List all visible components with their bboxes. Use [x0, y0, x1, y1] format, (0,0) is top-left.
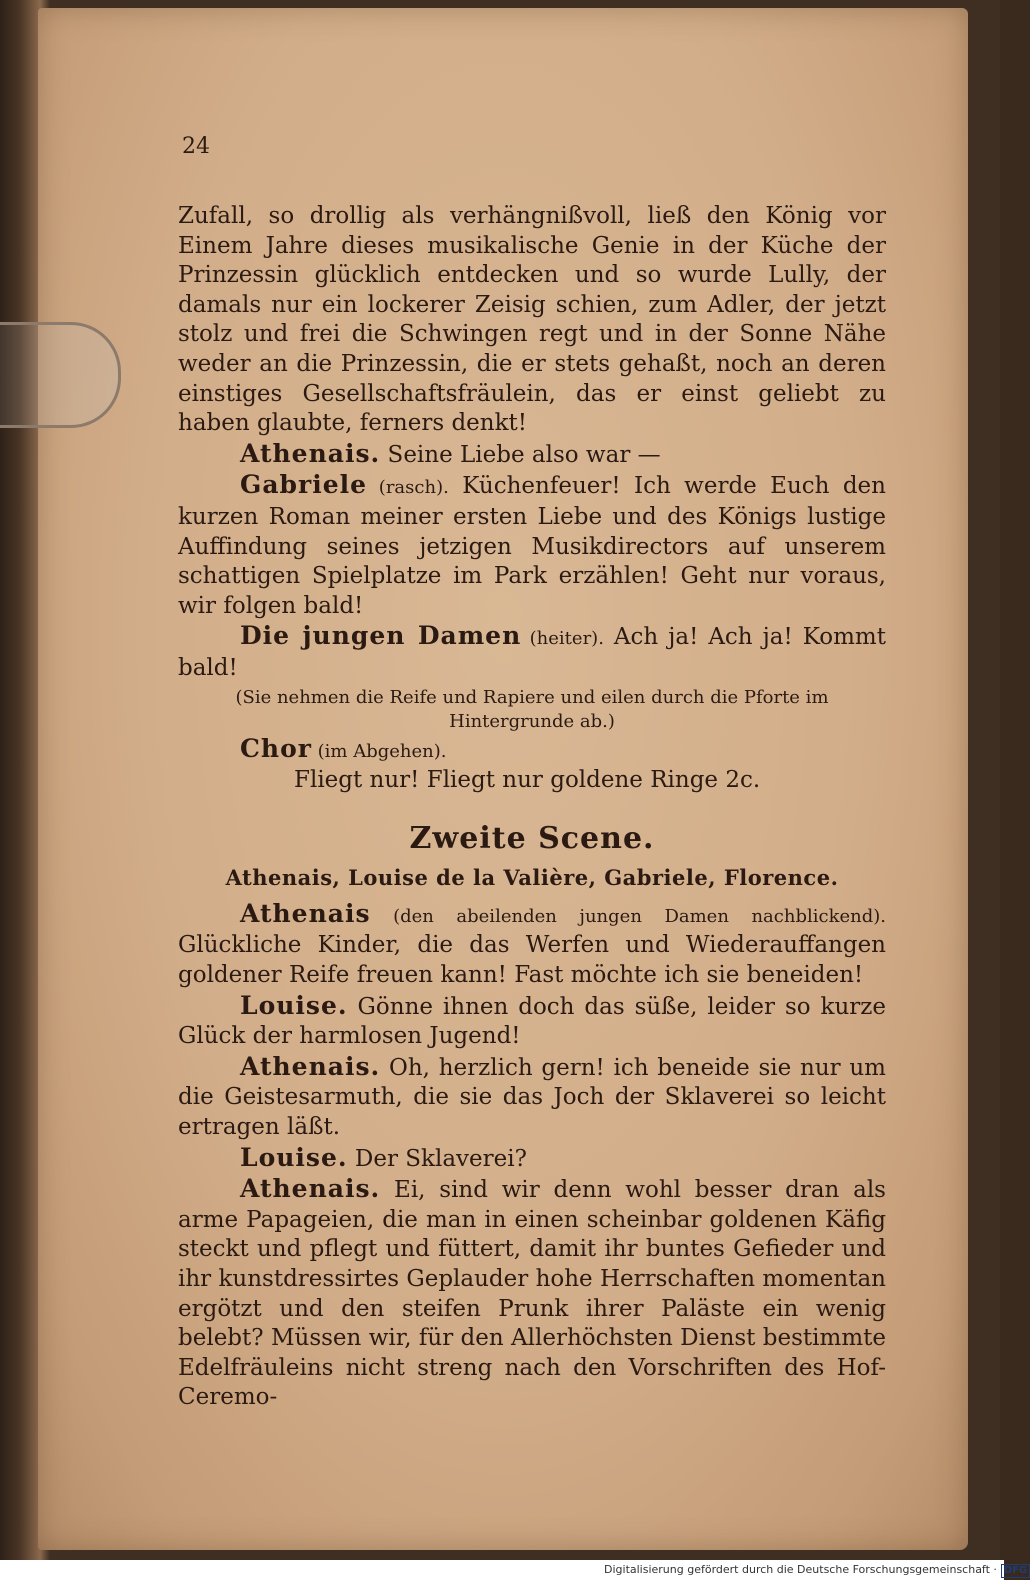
speaker-name: Chor	[240, 733, 312, 763]
scene-cast: Athenais, Louise de la Valière, Gabriele, Florence.	[225, 865, 839, 891]
speech-text: Der Sklaverei?	[347, 1145, 527, 1172]
stage-direction: (rasch).	[367, 477, 449, 499]
speaker-name: Athenais.	[240, 438, 381, 468]
page-text	[178, 202, 886, 1413]
stage-direction: (im Abgehen).	[311, 740, 447, 762]
scene-paragraph-4	[178, 1143, 886, 1175]
speech-text: Küchenfeuer! Ich werde Euch den kurzen Roman meiner ersten Liebe und des Königs lustige Auffindung seines jetzigen Musikdirectors auf unserem schattigen Spielplatze im Park erzählen! Geht nur voraus, wir folgen bald!	[178, 473, 886, 619]
speaker-name: Die jungen Damen	[240, 621, 522, 651]
speaker-name: Gabriele	[240, 470, 368, 500]
paragraph-4	[178, 621, 886, 683]
page-clip	[0, 322, 121, 428]
speech-text: Glückliche Kinder, die das Werfen und Wiederauffangen goldener Reife freuen kann! Fast möchte ich sie beneiden!	[178, 932, 886, 989]
paragraph-1: Zufall, so drollig als verhängnißvoll, ließ den König vor Einem Jahre dieses musikalische Genie in der Küche der Prinzessin glücklich entdecken und so wurde Lully, der damals nur ein lockerer Zeisig schien, zum Adler, der jetzt stolz und frei die Schwingen regt und in der Sonne Nähe weder an die Prinzessin, die er stets gehaßt, noch an deren einstiges Gesellschaftsfräulein, das er einst geliebt zu haben glaubte, ferners denkt!	[178, 203, 886, 437]
scene-paragraph-5	[178, 1174, 886, 1413]
paragraph-chorus	[178, 734, 886, 767]
speaker-name: Athenais	[240, 898, 371, 928]
speaker-name: Louise.	[240, 1142, 348, 1172]
scene-paragraph-3	[178, 1052, 886, 1143]
speech-text: Ach ja! Ach ja! Kommt bald!	[178, 624, 886, 681]
scene-title: Zweite Scene.	[409, 820, 655, 856]
dfg-logo: DFG	[1001, 1564, 1030, 1578]
speaker-name: Athenais.	[240, 1174, 381, 1204]
stage-direction-block: (Sie nehmen die Reife und Rapiere und eilen durch die Pforte im Hintergrunde ab.)	[235, 686, 829, 732]
page-number: 24	[182, 134, 210, 159]
stage-direction: (heiter).	[521, 628, 604, 650]
speech-text: Seine Liebe also war —	[380, 441, 661, 468]
footer-bar	[0, 1560, 600, 1580]
digitization-footer	[600, 1560, 1028, 1580]
chorus-line: Fliegt nur! Fliegt nur goldene Ringe 2c.	[294, 767, 761, 794]
paragraph-3	[178, 470, 886, 621]
speaker-name: Athenais.	[240, 1051, 381, 1081]
stage-direction: (den abeilenden jungen Damen nachblickend).	[370, 905, 886, 927]
speech-text: Gönne ihnen doch das süße, leider so kurze Glück der harmlosen Jugend!	[178, 993, 886, 1050]
footer-text: Digitalisierung gefördert durch die Deutsche Forschungsgemeinschaft ·	[604, 1563, 997, 1576]
speech-text: Oh, herzlich gern! ich beneide sie nur um die Geistesarmuth, die sie das Joch der Sklaverei so leicht ertragen läßt.	[178, 1054, 886, 1141]
scene-paragraph-2	[178, 991, 886, 1052]
paragraph-2	[178, 439, 886, 471]
scene-paragraph-1	[178, 899, 886, 991]
speaker-name: Louise.	[240, 990, 348, 1020]
speech-text: Ei, sind wir denn wohl besser dran als arme Papageien, die man in einen scheinbar goldenen Käfig steckt und pflegt und füttert, damit ihr buntes Gefieder und ihr kunstdressirtes Geplauder hohe Herrschaften momentan ergötzt und den steifen Prunk ihrer Paläste ein wenig belebt? Müssen wir, für den Allerhöchsten Dienst bestimmte Edelfräuleins nicht streng nach den Vorschriften des Hof-Ceremo-	[178, 1177, 886, 1411]
